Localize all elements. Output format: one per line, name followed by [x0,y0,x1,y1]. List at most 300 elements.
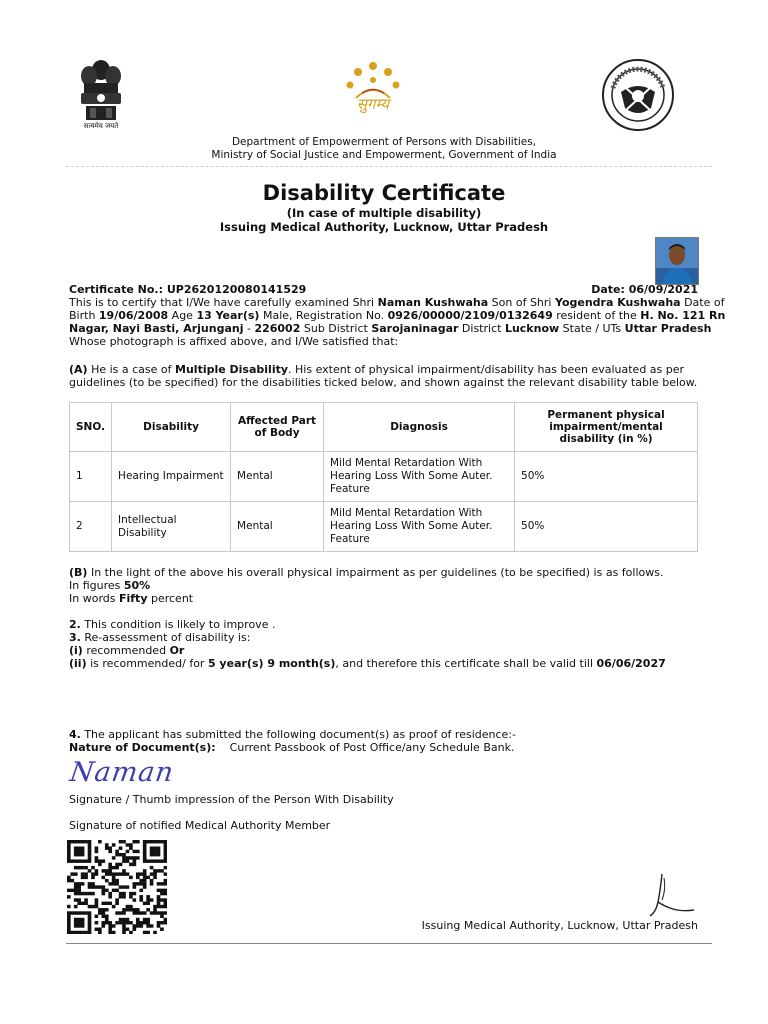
words-value: Fifty [118,592,148,605]
qr-module [84,892,88,895]
qr-module [164,882,167,885]
qr-module [115,863,119,866]
header-divider [66,166,712,167]
applicant-photo [655,237,699,285]
qr-module [70,872,74,875]
qr-module [101,885,105,888]
qr-module [164,872,167,875]
qr-module [74,918,78,921]
qr-module [157,869,161,872]
qr-module [129,856,133,859]
qr-module [77,931,81,934]
sugamya-logo-icon [342,60,404,126]
qr-module [164,843,167,846]
qr-module [95,850,99,853]
qr-module [74,905,78,908]
words-label: In words [69,592,119,605]
qr-module [98,859,102,862]
qr-module [70,931,74,934]
qr-module [105,879,109,882]
qr-module [81,866,85,869]
qr-module [108,931,112,934]
column-header-disability: Disability [112,403,231,452]
qr-module [91,882,95,885]
qr-module [146,859,150,862]
qr-module [91,905,95,908]
qr-module [74,850,78,853]
qr-module [146,908,150,911]
qr-module [81,882,85,885]
qr-module [77,911,81,914]
qr-module [101,859,105,862]
qr-module [122,911,126,914]
intro-line-1 [69,296,725,309]
qr-module [74,859,78,862]
qr-module [160,882,164,885]
qr-module [74,921,78,924]
qr-module [70,879,74,882]
qr-module [133,892,137,895]
qr-module [74,846,78,849]
qr-module [84,876,88,879]
section-b-text: In the light of the above his overall physical impairment as per guidelines (to be specified) is as follows. [87,566,664,579]
qr-module [67,895,71,898]
qr-module [119,872,123,875]
section-b-line-1 [69,566,709,579]
qr-module [108,869,112,872]
qr-module [98,911,102,914]
qr-module [136,882,140,885]
qr-module [84,866,88,869]
column-header-sno: SNO. [70,403,112,452]
qr-module [101,911,105,914]
qr-module [81,850,85,853]
qr-module [81,921,85,924]
nature-of-document-label: Nature of Document(s): [69,741,216,754]
sugamya-logo [342,60,404,126]
qr-module [95,859,99,862]
qr-module [88,850,92,853]
age: 13 Year(s) [196,309,260,322]
qr-module [81,911,85,914]
qr-module [112,924,116,927]
qr-module [157,924,161,927]
qr-module [81,931,85,934]
qr-module [146,902,150,905]
impairment-in-words [69,592,709,605]
qr-module [146,898,150,901]
intro-text: resident of the [552,309,641,322]
qr-module [67,889,71,892]
pincode: 226002 [254,322,301,335]
qr-module [136,850,140,853]
qr-module [153,859,157,862]
qr-module [81,902,85,905]
qr-module [160,869,164,872]
address-part-1: H. No. 121 Rn [640,309,726,322]
qr-module [81,853,85,856]
column-header-impairment-percent: Permanent physical impairment/mental disability (in %) [515,403,698,452]
qr-module [133,859,137,862]
qr-module [164,902,167,905]
section-a [69,363,701,389]
qr-module [136,918,140,921]
qr-module [88,859,92,862]
qr-module [122,869,126,872]
up-seal-icon [601,58,675,132]
qr-module [129,931,133,934]
qr-module [81,924,85,927]
department-line-1: Department of Empowerment of Persons with Disabilities, [231,136,537,148]
qr-module [153,872,157,875]
qr-module [88,853,92,856]
qr-module [143,918,147,921]
authority-signature-mark [640,872,698,920]
item-2 [69,618,709,631]
qr-module [164,853,167,856]
qr-module [88,931,92,934]
qr-module [115,902,119,905]
authority-signature-icon [640,872,698,920]
qr-module [129,863,133,866]
qr-module [164,850,167,853]
qr-module [136,908,140,911]
qr-module [98,863,102,866]
qr-module [139,924,143,927]
qr-module [153,846,157,849]
qr-module [95,915,99,918]
qr-module [112,843,116,846]
qr-module [88,905,92,908]
qr-module [139,898,143,901]
qr-module [112,856,116,859]
qr-module [67,911,71,914]
qr-module [112,872,116,875]
qr-module [129,843,133,846]
qr-module [150,840,154,843]
qr-module [164,856,167,859]
qr-module [126,843,130,846]
qr-module [77,902,81,905]
qr-module [112,879,116,882]
qr-module [164,840,167,843]
qr-module [164,859,167,862]
qr-module [108,924,112,927]
intro-text: Birth [69,309,99,322]
qr-module [119,911,123,914]
qr-module [77,850,81,853]
qr-module [119,846,123,849]
qr-module [122,856,126,859]
qr-module [112,866,116,869]
qr-module [133,928,137,931]
cell-disability: Hearing Impairment [112,452,231,502]
qr-module [108,850,112,853]
qr-module [143,856,147,859]
qr-module [101,915,105,918]
qr-module [84,931,88,934]
qr-module [67,915,71,918]
qr-module [143,879,147,882]
qr-module [105,843,109,846]
qr-module [133,911,137,914]
qr-module [67,853,71,856]
item-number: (ii) [69,657,87,670]
qr-module [112,876,116,879]
certificate-number-label: Certificate No.: [69,283,163,296]
qr-module [139,879,143,882]
qr-module [164,911,167,914]
qr-module [143,902,147,905]
qr-module [112,889,116,892]
qr-module [108,928,112,931]
section-b-label: (B) [69,566,88,579]
qr-module [81,876,85,879]
address-part-2: Nagar, Nayi Basti, Arjunganj [69,322,244,335]
authority-label: Issuing Medical Authority, Lucknow, Uttar Pradesh [421,919,698,932]
person-photo-icon [656,238,698,284]
qr-module [143,853,147,856]
qr-module [139,895,143,898]
qr-module [150,879,154,882]
column-header-diagnosis: Diagnosis [324,403,515,452]
qr-module [77,889,81,892]
qr-module [119,895,123,898]
qr-module [157,853,161,856]
qr-module [122,892,126,895]
qr-module [77,921,81,924]
qr-module [139,911,143,914]
qr-module [157,859,161,862]
qr-module [126,921,130,924]
qr-module [101,924,105,927]
intro-text: Age [168,309,197,322]
qr-module [105,908,109,911]
qr-module [108,921,112,924]
qr-module [122,859,126,862]
qr-module [74,911,78,914]
section-a-label: (A) [69,363,88,376]
qr-module [119,863,123,866]
intro-text: Son of Shri [488,296,555,309]
qr-module [136,911,140,914]
qr-module [157,882,161,885]
father-name: Yogendra Kushwaha [554,296,681,309]
qr-module [88,840,92,843]
person-name: Naman Kushwaha [377,296,489,309]
qr-module [112,905,116,908]
item-or: Or [169,644,185,657]
qr-code [67,840,167,934]
qr-module [101,902,105,905]
qr-module [88,921,92,924]
qr-module [157,889,161,892]
qr-module [160,911,164,914]
impairment-in-figures [69,579,709,592]
qr-module [157,850,161,853]
qr-module [115,921,119,924]
national-emblem-logo [70,56,132,134]
qr-module [129,895,133,898]
qr-module [133,863,137,866]
qr-module [112,882,116,885]
qr-module [164,921,167,924]
nature-of-document-value: Current Passbook of Post Office/any Schedule Bank. [229,741,515,754]
qr-module [143,931,147,934]
qr-module [164,889,167,892]
qr-module [115,898,119,901]
cell-sno: 2 [70,502,112,552]
qr-module [150,853,154,856]
qr-module [146,931,150,934]
qr-module [105,889,109,892]
qr-module [105,869,109,872]
qr-module [98,885,102,888]
section-b [69,566,709,605]
assessment-items [69,618,709,670]
district: Lucknow [504,322,560,335]
qr-module [146,921,150,924]
certificate-date [591,283,698,296]
item-3 [69,631,709,644]
qr-module [133,898,137,901]
qr-module [157,905,161,908]
qr-module [88,856,92,859]
section-a-line-1 [69,363,701,376]
qr-module [157,911,161,914]
qr-module [133,856,137,859]
qr-module [105,921,109,924]
qr-module [164,905,167,908]
qr-module [157,840,161,843]
qr-module [67,859,71,862]
qr-module [143,921,147,924]
qr-module [153,850,157,853]
item-number: 4. [69,728,81,741]
qr-module [143,911,147,914]
qr-module [160,928,164,931]
item-3-ii [69,657,709,670]
qr-module [77,866,81,869]
item-text: This condition is likely to improve . [80,618,276,631]
date-of-birth: 19/06/2008 [98,309,169,322]
qr-module [119,918,123,921]
qr-module [164,898,167,901]
qr-module [95,921,99,924]
intro-line-2 [69,309,726,322]
residence-text: The applicant has submitted the following document(s) as proof of residence:- [80,728,516,741]
qr-module [146,876,150,879]
qr-module [88,892,92,895]
residence-line-2 [69,741,709,754]
intro-text: Male, Registration No. [259,309,388,322]
qr-module [136,856,140,859]
qr-module [84,902,88,905]
certification-paragraph [69,296,726,348]
qr-module [139,921,143,924]
qr-module [74,840,78,843]
section-a-text: He is a case of [87,363,176,376]
qr-module [160,921,164,924]
qr-module [150,898,154,901]
qr-module [157,898,161,901]
qr-module [105,915,109,918]
qr-module [129,921,133,924]
qr-module [77,859,81,862]
qr-module [139,882,143,885]
qr-module [115,911,119,914]
intro-text: District [458,322,505,335]
qr-module [88,928,92,931]
qr-module [67,931,71,934]
qr-module [143,859,147,862]
certificate-date-value: 06/09/2021 [628,283,698,296]
qr-module [122,918,126,921]
figures-label: In figures [69,579,124,592]
qr-module [101,892,105,895]
qr-module [77,853,81,856]
qr-module [150,882,154,885]
qr-module [126,928,130,931]
qr-module [129,846,133,849]
qr-module [88,885,92,888]
qr-module [129,892,133,895]
qr-module [88,869,92,872]
qr-module [95,856,99,859]
qr-module [81,918,85,921]
qr-module [122,924,126,927]
qr-module [126,908,130,911]
qr-module [136,876,140,879]
qr-module [108,863,112,866]
qr-module [81,859,85,862]
qr-module [67,921,71,924]
qr-module [133,924,137,927]
item-text: , and therefore this certificate shall be valid till [335,657,597,670]
qr-module [105,872,109,875]
intro-text: Sub District [300,322,372,335]
qr-module [122,872,126,875]
applicant-signature-label: Signature / Thumb impression of the Person With Disability [69,793,394,806]
qr-module [129,876,133,879]
qr-module [74,889,78,892]
qr-module [70,840,74,843]
qr-module [91,872,95,875]
qr-module [84,898,88,901]
qr-module [88,915,92,918]
qr-module [67,918,71,921]
intro-line-3 [69,322,712,335]
qr-module [146,895,150,898]
qr-module [74,931,78,934]
qr-module [126,885,130,888]
qr-module [119,892,123,895]
qr-module [115,853,119,856]
qr-module [126,918,130,921]
qr-module [133,840,137,843]
qr-module [115,882,119,885]
certificate-title: Disability Certificate [262,181,506,205]
qr-module [115,879,119,882]
qr-module [67,924,71,927]
qr-module [153,931,157,934]
qr-module [146,840,150,843]
qr-module [164,918,167,921]
qr-module [88,882,92,885]
qr-module [115,889,119,892]
words-tail: percent [147,592,194,605]
qr-module [74,892,78,895]
